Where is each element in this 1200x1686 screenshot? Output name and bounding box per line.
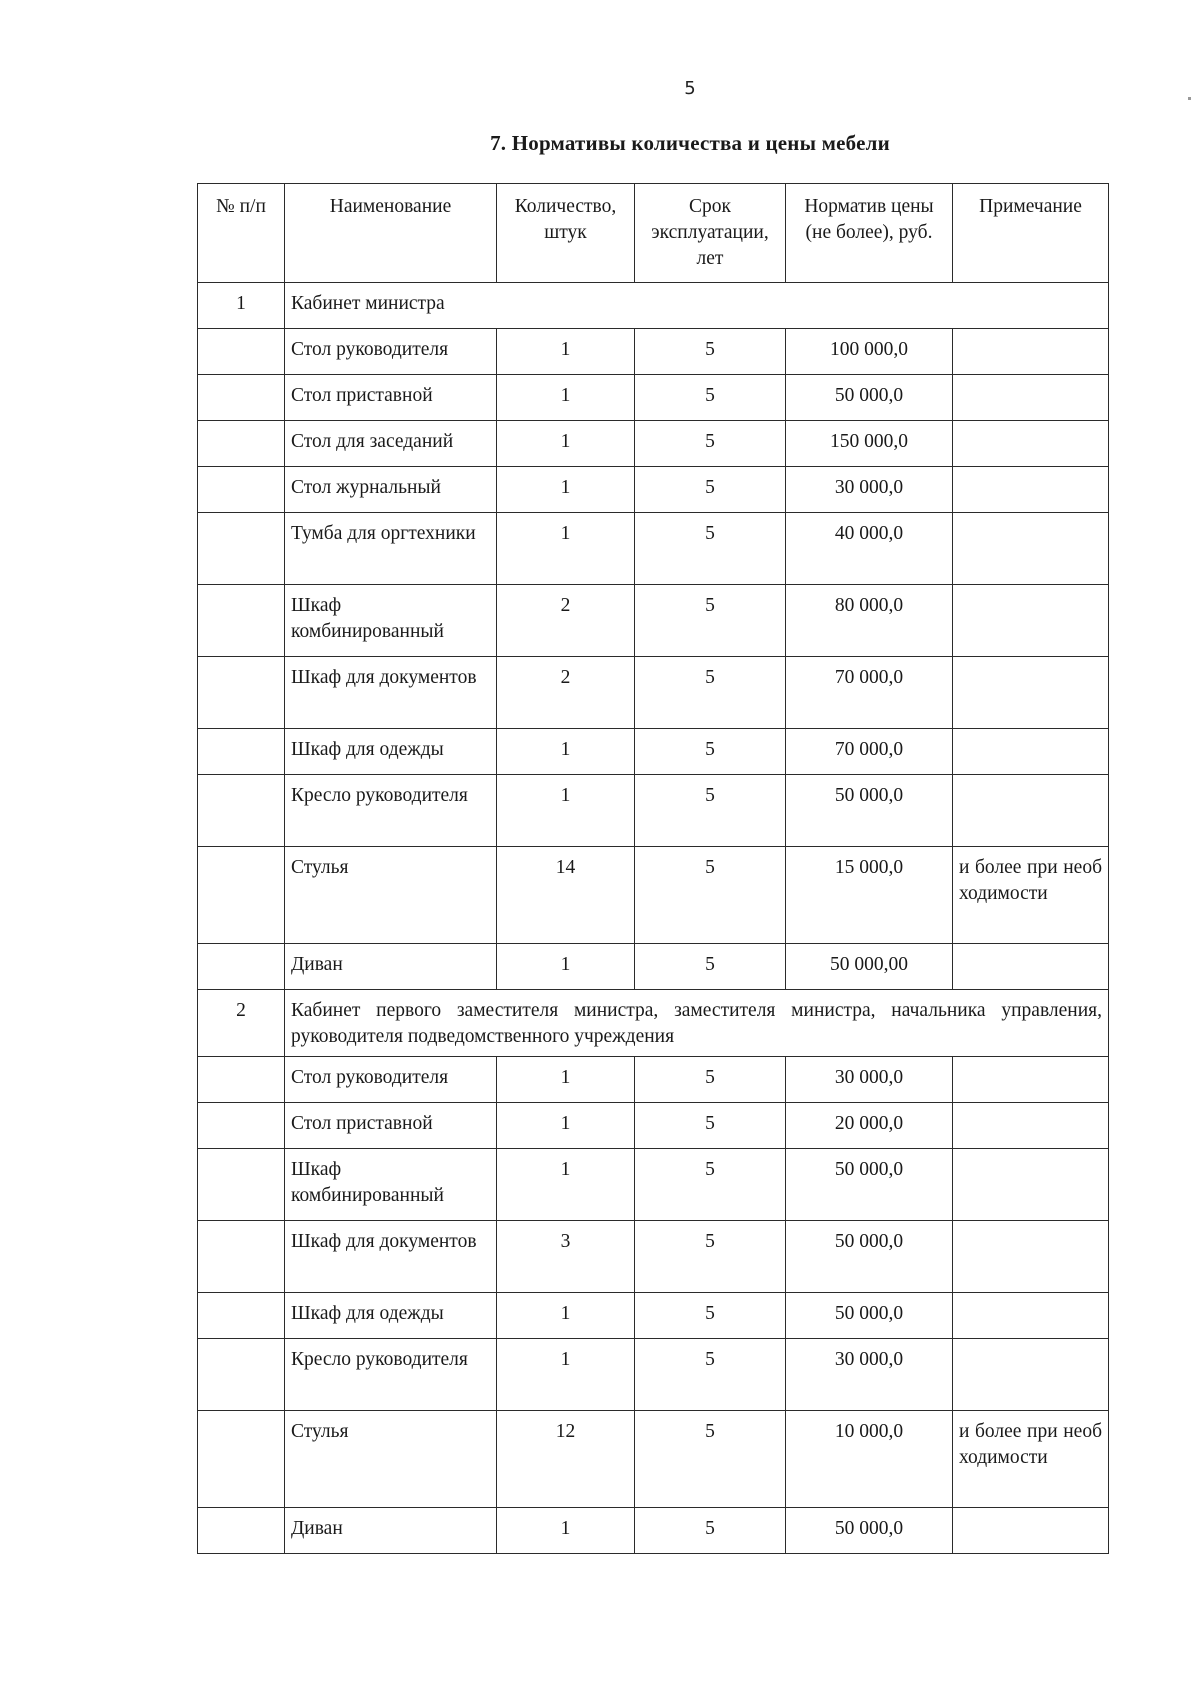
- item-name: Стол руководителя: [285, 1057, 497, 1103]
- note-cell: [953, 775, 1109, 847]
- service-life-cell: 5: [635, 729, 786, 775]
- row-number-cell: [198, 1149, 285, 1221]
- table-row: [198, 1221, 1109, 1293]
- table-row: [198, 1339, 1109, 1411]
- furniture-norms-table: [197, 183, 1109, 1554]
- note-cell: и более при необходимости: [953, 847, 1109, 944]
- row-number-cell: [198, 467, 285, 513]
- service-life-cell: 5: [635, 1293, 786, 1339]
- column-header: Наименование: [285, 184, 497, 283]
- row-number-cell: [198, 1411, 285, 1508]
- item-name: Стулья: [285, 847, 497, 944]
- table-row: [198, 1149, 1109, 1221]
- service-life-cell: 5: [635, 1103, 786, 1149]
- price-cell: 30 000,0: [786, 467, 953, 513]
- row-number-cell: [198, 1057, 285, 1103]
- scan-speck: [1188, 97, 1191, 100]
- quantity-cell: 1: [497, 421, 635, 467]
- note-cell: [953, 1149, 1109, 1221]
- table-row: [198, 944, 1109, 990]
- row-number-cell: [198, 1293, 285, 1339]
- document-title: 7. Нормативы количества и цены мебели: [490, 131, 890, 155]
- quantity-cell: 1: [497, 1293, 635, 1339]
- item-name: Кресло руководителя: [285, 1339, 497, 1411]
- row-number-cell: [198, 847, 285, 944]
- price-cell: 50 000,0: [786, 1221, 953, 1293]
- service-life-cell: 5: [635, 421, 786, 467]
- service-life-cell: 5: [635, 657, 786, 729]
- item-name: Шкаф для документов: [285, 1221, 497, 1293]
- row-number-cell: [198, 944, 285, 990]
- service-life-cell: 5: [635, 1149, 786, 1221]
- row-number-cell: [198, 729, 285, 775]
- price-cell: 20 000,0: [786, 1103, 953, 1149]
- quantity-cell: 1: [497, 729, 635, 775]
- item-name: Кресло руководителя: [285, 775, 497, 847]
- row-number-cell: [198, 513, 285, 585]
- row-number-cell: [198, 1508, 285, 1554]
- quantity-cell: 1: [497, 944, 635, 990]
- quantity-cell: 3: [497, 1221, 635, 1293]
- quantity-cell: 1: [497, 1508, 635, 1554]
- item-name: Шкаф для одежды: [285, 729, 497, 775]
- price-cell: 50 000,00: [786, 944, 953, 990]
- row-number-cell: [198, 1339, 285, 1411]
- note-cell: [953, 657, 1109, 729]
- section-number: 1: [198, 283, 285, 329]
- price-cell: 100 000,0: [786, 329, 953, 375]
- table-row: [198, 329, 1109, 375]
- note-cell: [953, 1508, 1109, 1554]
- table-row: [198, 729, 1109, 775]
- table-row: [198, 775, 1109, 847]
- item-name: Стол приставной: [285, 375, 497, 421]
- note-cell: [953, 1103, 1109, 1149]
- item-name: Стол руководителя: [285, 329, 497, 375]
- service-life-cell: 5: [635, 1508, 786, 1554]
- price-cell: 70 000,0: [786, 729, 953, 775]
- note-cell: [953, 421, 1109, 467]
- row-number-cell: [198, 375, 285, 421]
- section-number: 2: [198, 990, 285, 1057]
- note-cell: [953, 944, 1109, 990]
- item-name: Шкаф комбинированный: [285, 585, 497, 657]
- item-name: Шкаф комбинированный: [285, 1149, 497, 1221]
- service-life-cell: 5: [635, 944, 786, 990]
- row-number-cell: [198, 329, 285, 375]
- section-row: [198, 990, 1109, 1057]
- note-cell: [953, 513, 1109, 585]
- quantity-cell: 14: [497, 847, 635, 944]
- row-number-cell: [198, 775, 285, 847]
- quantity-cell: 1: [497, 329, 635, 375]
- quantity-cell: 1: [497, 1057, 635, 1103]
- note-cell: [953, 1221, 1109, 1293]
- page-number: 5: [684, 78, 696, 99]
- column-header: Примечание: [953, 184, 1109, 283]
- price-cell: 50 000,0: [786, 1508, 953, 1554]
- table-row: [198, 585, 1109, 657]
- note-cell: [953, 585, 1109, 657]
- note-cell: [953, 1339, 1109, 1411]
- price-cell: 30 000,0: [786, 1057, 953, 1103]
- quantity-cell: 1: [497, 1103, 635, 1149]
- service-life-cell: 5: [635, 1339, 786, 1411]
- price-cell: 50 000,0: [786, 1293, 953, 1339]
- quantity-cell: 1: [497, 775, 635, 847]
- table-row: [198, 1508, 1109, 1554]
- quantity-cell: 12: [497, 1411, 635, 1508]
- item-name: Стол для заседаний: [285, 421, 497, 467]
- item-name: Стол журнальный: [285, 467, 497, 513]
- service-life-cell: 5: [635, 1057, 786, 1103]
- price-cell: 150 000,0: [786, 421, 953, 467]
- price-cell: 50 000,0: [786, 375, 953, 421]
- row-number-cell: [198, 1103, 285, 1149]
- note-cell: [953, 329, 1109, 375]
- note-cell: [953, 1293, 1109, 1339]
- section-row: [198, 283, 1109, 329]
- quantity-cell: 2: [497, 657, 635, 729]
- item-name: Шкаф для одежды: [285, 1293, 497, 1339]
- quantity-cell: 1: [497, 467, 635, 513]
- row-number-cell: [198, 421, 285, 467]
- item-name: Стулья: [285, 1411, 497, 1508]
- item-name: Тумба для оргтехники: [285, 513, 497, 585]
- price-cell: 50 000,0: [786, 775, 953, 847]
- column-header: Срок эксплуатации, лет: [635, 184, 786, 283]
- service-life-cell: 5: [635, 1221, 786, 1293]
- service-life-cell: 5: [635, 847, 786, 944]
- table-row: [198, 513, 1109, 585]
- row-number-cell: [198, 1221, 285, 1293]
- table-row: [198, 1411, 1109, 1508]
- column-header: № п/п: [198, 184, 285, 283]
- table-row: [198, 421, 1109, 467]
- note-cell: и более при необходимости: [953, 1411, 1109, 1508]
- table-row: [198, 1103, 1109, 1149]
- item-name: Шкаф для документов: [285, 657, 497, 729]
- price-cell: 30 000,0: [786, 1339, 953, 1411]
- service-life-cell: 5: [635, 467, 786, 513]
- price-cell: 80 000,0: [786, 585, 953, 657]
- table-row: [198, 657, 1109, 729]
- table-row: [198, 847, 1109, 944]
- quantity-cell: 1: [497, 1339, 635, 1411]
- row-number-cell: [198, 657, 285, 729]
- price-cell: 70 000,0: [786, 657, 953, 729]
- quantity-cell: 1: [497, 375, 635, 421]
- price-cell: 10 000,0: [786, 1411, 953, 1508]
- service-life-cell: 5: [635, 513, 786, 585]
- table-header-row: [198, 184, 1109, 283]
- section-title: Кабинет министра: [285, 283, 1109, 329]
- note-cell: [953, 375, 1109, 421]
- service-life-cell: 5: [635, 375, 786, 421]
- price-cell: 15 000,0: [786, 847, 953, 944]
- table-row: [198, 375, 1109, 421]
- table-row: [198, 1293, 1109, 1339]
- item-name: Стол приставной: [285, 1103, 497, 1149]
- item-name: Диван: [285, 944, 497, 990]
- column-header: Норматив цены (не более), руб.: [786, 184, 953, 283]
- price-cell: 50 000,0: [786, 1149, 953, 1221]
- section-title: Кабинет первого заместителя министра, заместителя министра, начальника управления, руководителя подведомственного учреждения: [285, 990, 1109, 1057]
- service-life-cell: 5: [635, 1411, 786, 1508]
- note-cell: [953, 1057, 1109, 1103]
- note-cell: [953, 467, 1109, 513]
- row-number-cell: [198, 585, 285, 657]
- quantity-cell: 1: [497, 1149, 635, 1221]
- item-name: Диван: [285, 1508, 497, 1554]
- price-cell: 40 000,0: [786, 513, 953, 585]
- note-cell: [953, 729, 1109, 775]
- service-life-cell: 5: [635, 329, 786, 375]
- quantity-cell: 2: [497, 585, 635, 657]
- table-row: [198, 467, 1109, 513]
- service-life-cell: 5: [635, 775, 786, 847]
- table-row: [198, 1057, 1109, 1103]
- quantity-cell: 1: [497, 513, 635, 585]
- service-life-cell: 5: [635, 585, 786, 657]
- column-header: Количество, штук: [497, 184, 635, 283]
